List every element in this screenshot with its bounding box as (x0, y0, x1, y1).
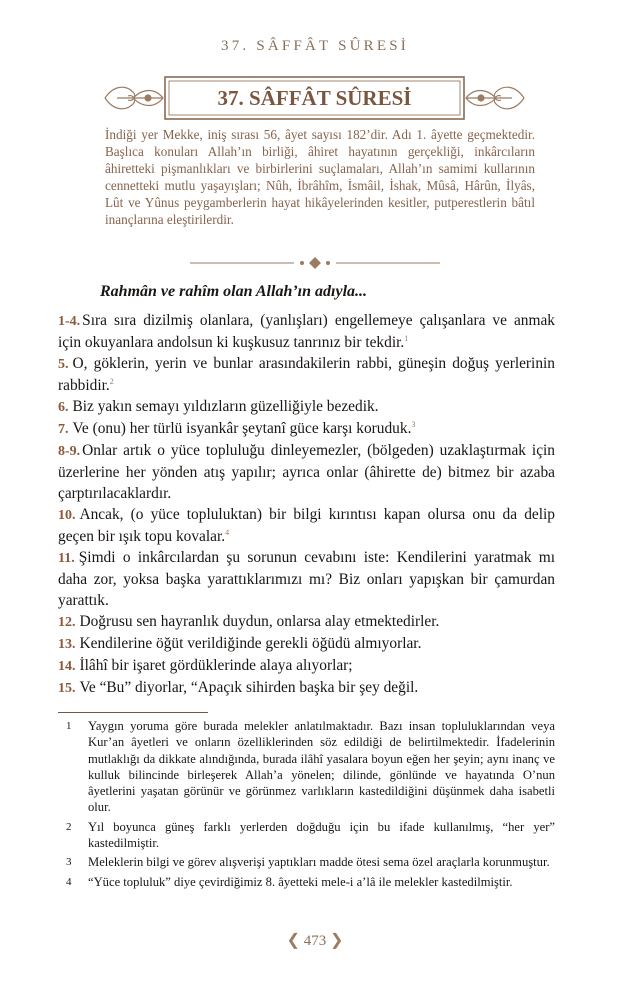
verse (58, 353, 555, 396)
footnote-text: Yaygın yoruma göre burada melekler anlatılmaktadır. Bazı insan topluluklarından veya Kur’an âyetleri ve onların özelliklerinden söz edildiği de belirtilmektedir. İfadelerinin mutlaklığı da dikkate alındığında, burada ilâhî yasalara boyun eğen her şeyin; aynı inanç ve kulluk bilincinde birleşerek Allah’a yönelen; dilinde, gönlünde ve hayatında O’nun âyetlerini yaşatan görünür ve görünmez varlıkların kastedildiğini düşünmek daha isabetli olur. (88, 719, 555, 815)
verse-number: 5. (58, 357, 69, 372)
verse (58, 655, 555, 677)
verse-number: 8-9. (58, 444, 81, 459)
verse-text: Sıra sıra dizilmiş olanlara, (yanlışları) engellemeye çalışanlara ve anmak için okuyanlara andolsun ki kuşkusuz tanrınız bir tekdir. (58, 312, 555, 351)
footnote-number: 3 (66, 856, 72, 869)
verse-text: Doğrusu sen hayranlık duydun, onlarsa alay etmektedirler. (79, 613, 440, 630)
verse-list (58, 310, 555, 699)
verse-number: 15. (58, 681, 76, 696)
verse-number: 12. (58, 615, 76, 630)
verse-number: 1-4. (58, 314, 81, 329)
footnote-separator (58, 712, 208, 713)
page-number-value: 473 (303, 933, 327, 949)
footnote-reference[interactable]: 3 (411, 420, 416, 429)
verse-text: O, göklerin, yerin ve bunlar arasındakilerin rabbi, güneşin doğuş yerlerinin rabbidir. (58, 355, 555, 394)
footnote (66, 854, 555, 870)
page-number-right-ornament: ❯ (330, 932, 344, 949)
footnote (66, 819, 555, 852)
verse (58, 440, 555, 504)
page-number (0, 930, 630, 950)
verse (58, 504, 555, 547)
verse (58, 547, 555, 611)
footnote-reference[interactable]: 2 (109, 377, 114, 386)
verse-text: Ve (onu) her türlü isyankâr şeytanî güce karşı koruduk. (72, 420, 412, 437)
verse-number: 10. (58, 508, 76, 523)
verse (58, 611, 555, 633)
verse (58, 677, 555, 699)
footnote-text: “Yüce topluluk” diye çevirdiğimiz 8. âyetteki mele-i a’lâ ile melekler kastedilmiştir. (88, 874, 513, 889)
verse-text: Ancak, (o yüce topluluktan) bir bilgi kırıntısı kapan olursa onu da delip geçen bir ışık topu kovalar. (58, 506, 555, 545)
footnote-text: Yıl boyunca güneş farklı yerlerden doğduğu için bu ifade kullanılmış, “her yer” kastedilmiştir. (88, 819, 555, 851)
footnote-text: Meleklerin bilgi ve görev alışverişi yaptıkları madde ötesi sema özel araçlarla korunmuştur. (88, 855, 550, 870)
surah-title-banner (103, 74, 526, 122)
verse-number: 6. (58, 400, 69, 415)
verse-text: Şimdi o inkârcılardan şu sorunun cevabını iste: Kendilerini yaratmak mı daha zor, yoksa başka yarattıklarımızı mı? Biz onları yapışkan bir çamurdan yarattık. (58, 549, 555, 609)
footnote-number: 4 (66, 875, 72, 888)
verse-number: 14. (58, 659, 76, 674)
footnote (66, 718, 555, 816)
footnote-number: 1 (66, 720, 72, 732)
verse-text: Onlar artık o yüce topluluğu dinleyemezler, (bölgeden) uzaklaştırmak için üzerlerine her yönden atış yapılır; ayrıca onlar (âhirette de) bitmez bir azaba çarptırılacaklardır. (58, 442, 555, 502)
footnote-list (66, 718, 555, 893)
verse (58, 418, 555, 440)
surah-introduction: İndiği yer Mekke, iniş sırası 56, âyet sayısı 182’dir. Adı 1. âyette geçmektedir. Başlıca konuları Allah’ın birliği, âhiret hayatının gerçekliği, inkârcıların âhiretteki pişmanlıkları ve birbirlerini suçlamaları, Allah’ın samimi kullarının cennetteki mutlu yaşayışları; Nûh, İbrâhîm, İsmâil, İshak, Mûsâ, Hârûn, İlyâs, Lût ve Yûnus peygamberlerin hayat hikâyelerinden kesitler, putperestlerin bâtıl inançlarına eleştirilerdir. (105, 127, 535, 227)
footnote (66, 874, 555, 890)
bismillah-line: Rahmân ve rahîm olan Allah’ın adıyla... (100, 283, 368, 300)
verse (58, 633, 555, 655)
section-divider-ornament (190, 256, 440, 270)
verse-number: 11. (58, 551, 75, 566)
footnote-number: 2 (66, 820, 72, 833)
page-number-left-ornament: ❮ (286, 932, 300, 949)
verse (58, 396, 555, 418)
footnote-reference[interactable]: 4 (225, 528, 230, 537)
verse-text: Kendilerine öğüt verildiğinde gerekli öğüdü almıyorlar. (79, 635, 422, 652)
verse-text: İlâhî bir işaret gördüklerinde alaya alıyorlar; (79, 657, 353, 674)
verse-number: 13. (58, 637, 76, 652)
footnote-reference[interactable]: 1 (404, 334, 409, 343)
running-head: 37. SÂFFÂT SÛRESİ (221, 38, 409, 54)
verse (58, 310, 555, 353)
verse-text: Biz yakın semayı yıldızların güzelliğiyle bezedik. (72, 398, 379, 415)
surah-title: 37. SÂFFÂT SÛRESİ (217, 86, 412, 110)
verse-number: 7. (58, 422, 69, 437)
verse-text: Ve “Bu” diyorlar, “Apaçık sihirden başka bir şey değil. (79, 679, 419, 696)
